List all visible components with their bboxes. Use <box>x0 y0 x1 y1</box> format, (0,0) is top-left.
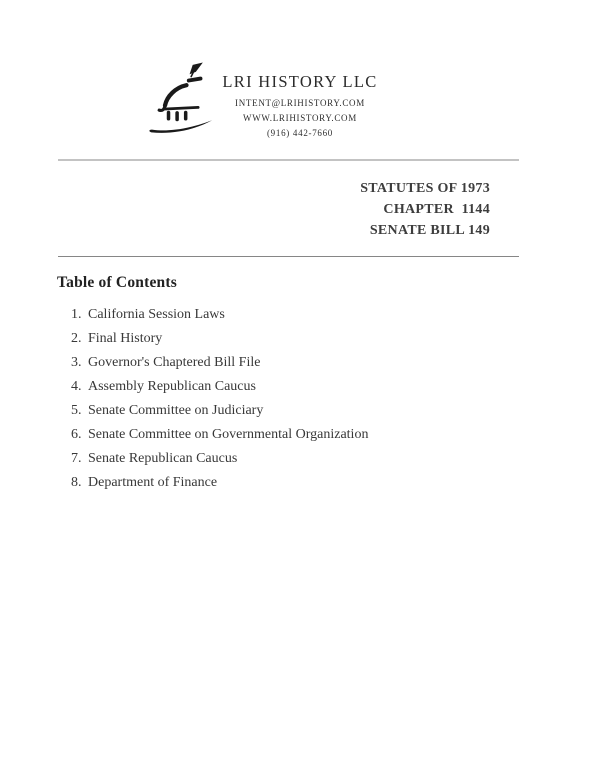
toc-item <box>57 471 542 495</box>
statutes-year-line: STATUTES OF 1973 <box>360 181 490 196</box>
toc-item-number: 8. <box>71 475 82 490</box>
statute-reference <box>360 178 490 241</box>
toc-item-label: Final History <box>88 331 163 346</box>
toc-item <box>57 327 542 351</box>
toc-item <box>57 375 542 399</box>
toc-item-number: 1. <box>71 307 82 322</box>
letterhead <box>0 72 600 141</box>
company-email: INTENT@LRIHISTORY.COM <box>235 98 365 108</box>
company-website: WWW.LRIHISTORY.COM <box>243 113 357 123</box>
company-phone: (916) 442-7660 <box>266 128 334 138</box>
contact-block <box>0 96 600 141</box>
toc-list <box>57 303 542 495</box>
chapter-line: CHAPTER 1144 <box>383 202 490 217</box>
toc-item-label: Assembly Republican Caucus <box>88 379 256 394</box>
toc-item-number: 7. <box>71 451 82 466</box>
toc-item-number: 2. <box>71 331 82 346</box>
toc-item-number: 3. <box>71 355 82 370</box>
header-divider <box>58 159 519 161</box>
toc-item-number: 6. <box>71 427 82 442</box>
toc-item-label: Senate Republican Caucus <box>88 451 238 466</box>
toc-item-label: Senate Committee on Judiciary <box>88 403 264 418</box>
toc-item-label: Senate Committee on Governmental Organization <box>88 427 369 442</box>
toc-item-number: 4. <box>71 379 82 394</box>
toc-title: Table of Contents <box>57 274 177 291</box>
toc-item-label: Governor's Chaptered Bill File <box>88 355 261 370</box>
senate-bill-line: SENATE BILL 149 <box>369 223 490 238</box>
table-of-contents <box>57 273 542 495</box>
toc-item-number: 5. <box>71 403 82 418</box>
toc-item <box>57 447 542 471</box>
toc-item-label: Department of Finance <box>88 475 218 490</box>
toc-item <box>57 351 542 375</box>
toc-item-label: California Session Laws <box>88 307 225 322</box>
toc-item <box>57 303 542 327</box>
company-name: LRI HISTORY LLC <box>222 72 378 91</box>
toc-item <box>57 423 542 447</box>
toc-item <box>57 399 542 423</box>
reference-divider <box>58 256 519 257</box>
